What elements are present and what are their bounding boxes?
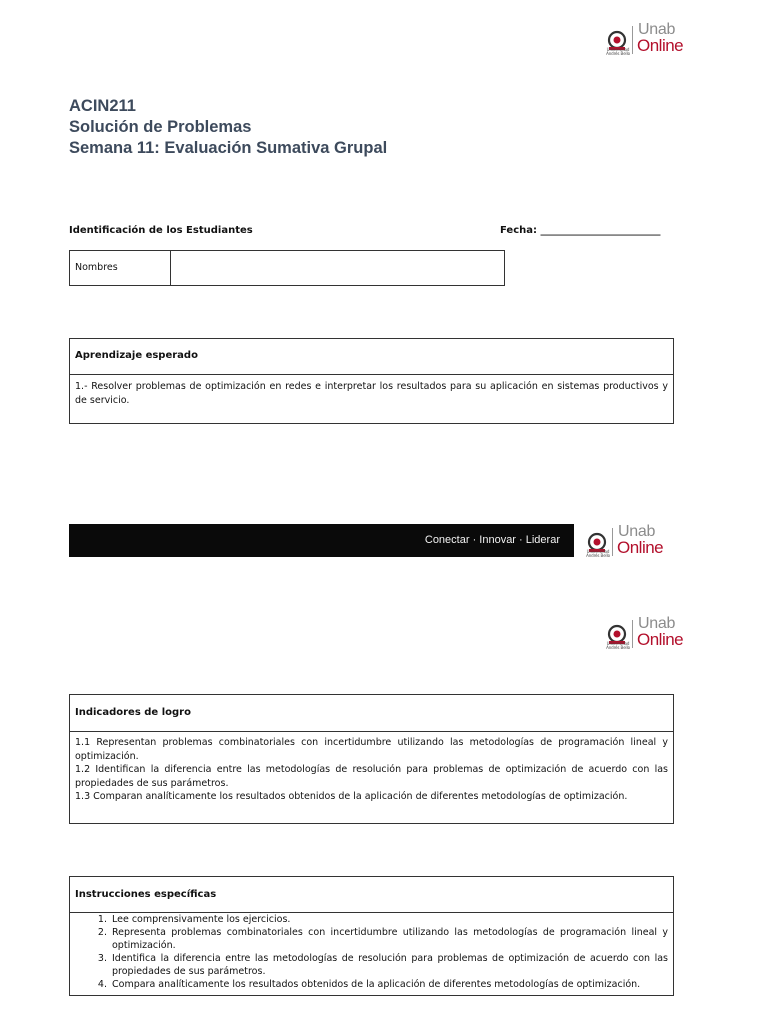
page2-unab-online-logo bbox=[606, 615, 692, 654]
page2-logo-institution-line1: Universidad bbox=[606, 641, 630, 646]
date-field[interactable]: Fecha: ________________________ bbox=[500, 225, 661, 236]
indicator-item: 1.1 Representan problemas combinatoriales con incertidumbre utilizando las metodologías de programación lineal y optimización. bbox=[75, 737, 668, 762]
learning-outcome-text: 1.- Resolver problemas de optimización en redes e interpretar los resultados para su aplicación en sistemas productivos y de servicio. bbox=[75, 381, 668, 406]
unab-online-logo bbox=[606, 21, 692, 60]
footer-tagline: Conectar · Innovar · Liderar bbox=[424, 534, 560, 546]
instruction-item: 4. Compara analíticamente los resultados obtenidos de la aplicación de diferentes metodologías de optimización. bbox=[110, 978, 668, 991]
course-title-block bbox=[69, 96, 387, 159]
footer-logo-word-online: Online bbox=[617, 538, 664, 557]
course-week: Semana 11: Evaluación Sumativa Grupal bbox=[69, 139, 388, 157]
instruction-item: 2. Representa problemas combinatoriales con incertidumbre utilizando las metodologías de programación lineal y optimización. bbox=[110, 926, 668, 952]
footer-unab-online-logo bbox=[586, 523, 672, 562]
names-table bbox=[69, 250, 505, 286]
page2-logo-divider bbox=[632, 620, 633, 648]
footer-bar bbox=[69, 524, 574, 557]
instructions-box bbox=[69, 876, 674, 996]
indicator-item: 1.3 Comparan analíticamente los resultados obtenidos de la aplicación de diferentes metodologías de optimización. bbox=[75, 791, 628, 802]
logo-institution-line1: Universidad bbox=[606, 47, 630, 52]
indicator-item: 1.2 Identifican la diferencia entre las metodologías de resolución para problemas de optimización de acuerdo con las propiedades de sus parámetros. bbox=[75, 764, 668, 789]
footer-logo-word-unab: Unab bbox=[618, 523, 656, 540]
instruction-item: 1. Lee comprensivamente los ejercicios. bbox=[110, 913, 668, 926]
footer-logo-institution-line1: Universidad bbox=[586, 549, 610, 554]
course-name: Solución de Problemas bbox=[69, 118, 252, 136]
learning-outcome-box bbox=[69, 338, 674, 424]
page2-logo-word-online: Online bbox=[637, 630, 684, 649]
instructions-list bbox=[70, 913, 673, 991]
course-code: ACIN211 bbox=[69, 97, 136, 115]
names-label: Nombres bbox=[70, 251, 171, 285]
logo-institution-line2: Andrés Bello bbox=[606, 51, 630, 56]
students-heading: Identificación de los Estudiantes bbox=[69, 225, 253, 236]
logo-divider bbox=[632, 26, 633, 54]
logo-word-online: Online bbox=[637, 36, 684, 55]
learning-outcome-heading: Aprendizaje esperado bbox=[70, 339, 673, 375]
page2-logo-word-unab: Unab bbox=[638, 615, 676, 632]
footer-logo-divider bbox=[612, 528, 613, 556]
page2-logo-institution-line2: Andrés Bello bbox=[606, 645, 630, 650]
logo-word-unab: Unab bbox=[638, 21, 676, 38]
instructions-heading: Instrucciones específicas bbox=[70, 877, 673, 913]
instruction-item: 3. Identifica la diferencia entre las metodologías de resolución para problemas de optimización de acuerdo con las propiedades de sus parámetros. bbox=[110, 952, 668, 978]
indicators-heading: Indicadores de logro bbox=[70, 695, 673, 732]
footer-logo-institution-line2: Andrés Bello bbox=[586, 553, 610, 558]
indicators-list bbox=[70, 732, 673, 804]
indicators-box bbox=[69, 694, 674, 824]
